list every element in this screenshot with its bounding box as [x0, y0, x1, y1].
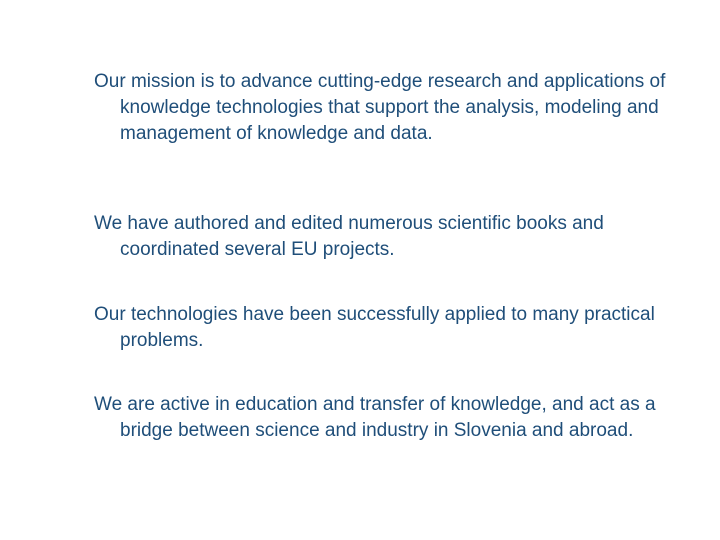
mission-paragraph — [94, 69, 684, 147]
technologies-paragraph — [94, 302, 684, 354]
technologies-text: Our technologies have been successfully applied to many practical problems. — [94, 304, 655, 351]
education-text: We are active in education and transfer of knowledge, and act as a bridge between science and industry in Slovenia and abroad. — [94, 394, 656, 441]
publications-text: We have authored and edited numerous scientific books and coordinated several EU projects. — [94, 213, 604, 260]
mission-text: Our mission is to advance cutting-edge research and applications of knowledge technologies that support the analysis, modeling and management of knowledge and data. — [94, 71, 666, 144]
publications-paragraph — [94, 211, 684, 263]
education-paragraph — [94, 392, 684, 444]
